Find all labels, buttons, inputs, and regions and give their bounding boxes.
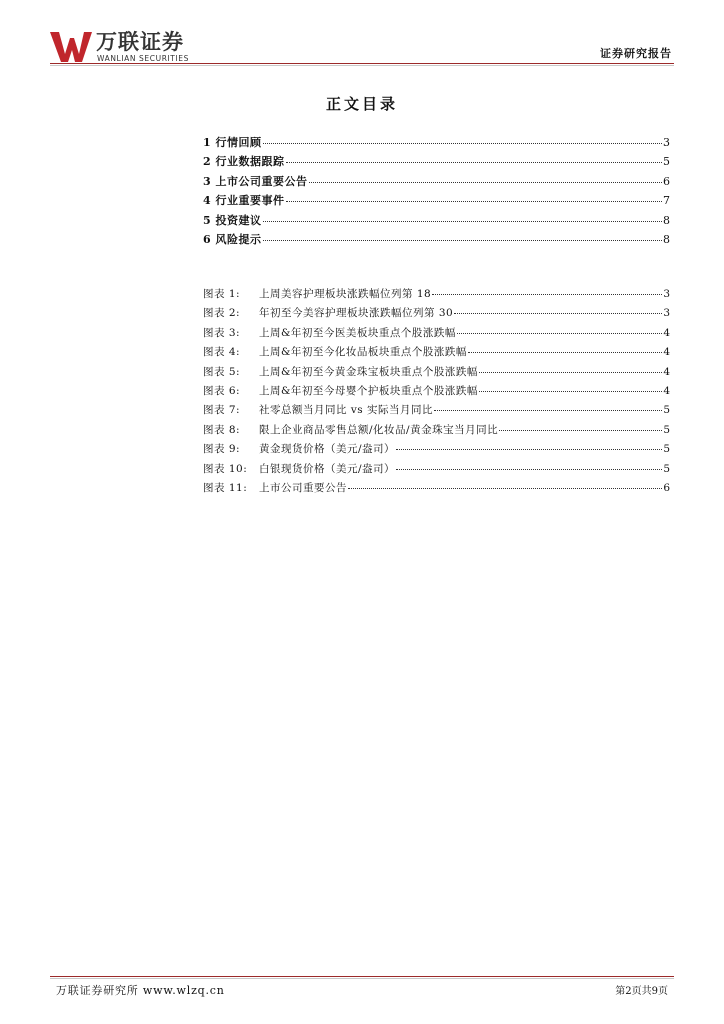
figure-leader-dots: [454, 302, 662, 314]
figure-entry-title: 限上企业商品零售总额/化妆品/黄金珠宝当月同比: [259, 423, 499, 436]
figure-entry-title: 年初至今美容护理板块涨跌幅位列第 30: [259, 307, 454, 320]
figure-entry-number: 图表 1:: [203, 288, 241, 300]
header-divider: [50, 63, 674, 64]
figure-entry-page: 5: [663, 462, 670, 475]
table-of-contents: [203, 134, 670, 250]
toc-entry-label: [203, 231, 262, 247]
toc-entry-page: 8: [663, 232, 670, 246]
toc-entry-page: 3: [663, 136, 670, 149]
toc-entry-title: 行业重要事件: [215, 194, 285, 208]
figure-entry-page: 4: [663, 326, 670, 339]
toc-entry-title: 风险提示: [215, 232, 262, 246]
figure-entry-title: 上周美容护理板块涨跌幅位列第 18: [259, 288, 432, 300]
wanlian-w-logo-icon: [50, 30, 92, 64]
figure-entry-number: 图表 3:: [203, 326, 241, 339]
figure-entry-number: 图表 7:: [203, 404, 241, 417]
toc-entry-page: 7: [663, 194, 670, 208]
toc-entry-label: [203, 212, 262, 228]
toc-entry-number: 4: [203, 194, 212, 208]
toc-entry-title: 上市公司重要公告: [215, 174, 308, 188]
company-logo: [50, 30, 200, 66]
figure-entry[interactable]: [203, 479, 670, 498]
figure-leader-dots: [348, 477, 662, 489]
header-divider-secondary: [50, 65, 674, 66]
document-type-label: 证券研究报告: [600, 47, 672, 60]
figure-entry-page: 5: [663, 443, 670, 456]
toc-entry[interactable]: [203, 231, 670, 250]
toc-leader-dots: [263, 229, 663, 241]
toc-leader-dots: [309, 171, 663, 183]
toc-entry-title: 投资建议: [215, 213, 262, 227]
figure-entry-title: 白银现货价格（美元/盎司）: [259, 462, 396, 475]
footer-divider-secondary: [50, 978, 674, 979]
figure-entry-page: 4: [663, 365, 670, 378]
toc-entry-title: 行业数据跟踪: [215, 155, 285, 169]
figure-leader-dots: [396, 438, 662, 450]
figure-entry-number: 图表 5:: [203, 365, 241, 378]
toc-leader-dots: [263, 210, 663, 222]
footer-divider: [50, 976, 674, 977]
logo-chinese-text: 万联证券: [96, 30, 184, 54]
figure-entry-number: 图表 9:: [203, 443, 241, 456]
toc-entry-label: [203, 134, 262, 150]
figure-leader-dots: [432, 283, 662, 295]
figure-entry-title: 社零总额当月同比 vs 实际当月同比: [259, 404, 433, 417]
figure-entry-title: 上市公司重要公告: [259, 481, 347, 494]
toc-entry-page: 5: [663, 155, 670, 169]
toc-entry-page: 8: [663, 213, 670, 227]
toc-entry-label: [203, 173, 308, 189]
figure-leader-dots: [468, 341, 662, 353]
figure-entry-number: 图表 8:: [203, 423, 241, 436]
toc-leader-dots: [286, 190, 663, 202]
figure-leader-dots: [479, 361, 662, 373]
figure-leader-dots: [499, 419, 662, 431]
figure-entry-number: 图表 11:: [203, 481, 248, 494]
figure-entry-page: 6: [663, 481, 670, 494]
toc-entry-page: 6: [663, 174, 670, 188]
figure-entry-page: 3: [663, 307, 670, 320]
figure-entry-title: 上周&年初至今黄金珠宝板块重点个股涨跌幅: [259, 365, 478, 378]
toc-entry-number: 3: [203, 174, 212, 188]
figure-leader-dots: [396, 458, 662, 470]
figure-entry-page: 5: [663, 423, 670, 436]
toc-entry-label: [203, 153, 285, 169]
figure-leader-dots: [434, 399, 662, 411]
toc-entry-number: 6: [203, 232, 212, 246]
figure-list: [203, 285, 670, 498]
toc-entry-title: 行情回顾: [215, 136, 262, 149]
figure-entry-page: 4: [663, 384, 670, 397]
footer-page-number: 第2页共9页: [615, 986, 668, 997]
toc-entry-number: 5: [203, 213, 212, 227]
toc-entry-number: 1: [203, 136, 212, 149]
figure-entry-number: 图表 2:: [203, 307, 241, 320]
page-header: [0, 0, 724, 64]
figure-entry-page: 4: [663, 346, 670, 359]
figure-entry-title: 黄金现货价格（美元/盎司）: [259, 443, 396, 456]
toc-entry-number: 2: [203, 155, 212, 169]
footer-institute: 万联证券研究所 www.wlzq.cn: [56, 984, 225, 997]
figure-entry-number: 图表 10:: [203, 462, 248, 475]
figure-entry-title: 上周&年初至今化妆品板块重点个股涨跌幅: [259, 346, 467, 359]
toc-entry-label: [203, 192, 285, 208]
figure-entry-page: 5: [663, 404, 670, 417]
figure-entry-number: 图表 4:: [203, 346, 241, 359]
figure-entry-number: 图表 6:: [203, 384, 241, 397]
logo-english-text: WANLIAN SECURITIES: [97, 54, 190, 63]
toc-title: 正文目录: [325, 95, 398, 113]
figure-entry-title: 上周&年初至今母婴个护板块重点个股涨跌幅: [259, 384, 478, 397]
figure-leader-dots: [457, 322, 662, 334]
figure-leader-dots: [479, 380, 662, 392]
toc-leader-dots: [263, 132, 663, 144]
figure-entry-page: 3: [663, 288, 670, 300]
toc-leader-dots: [286, 151, 663, 163]
figure-entry-title: 上周&年初至今医美板块重点个股涨跌幅: [259, 326, 456, 339]
